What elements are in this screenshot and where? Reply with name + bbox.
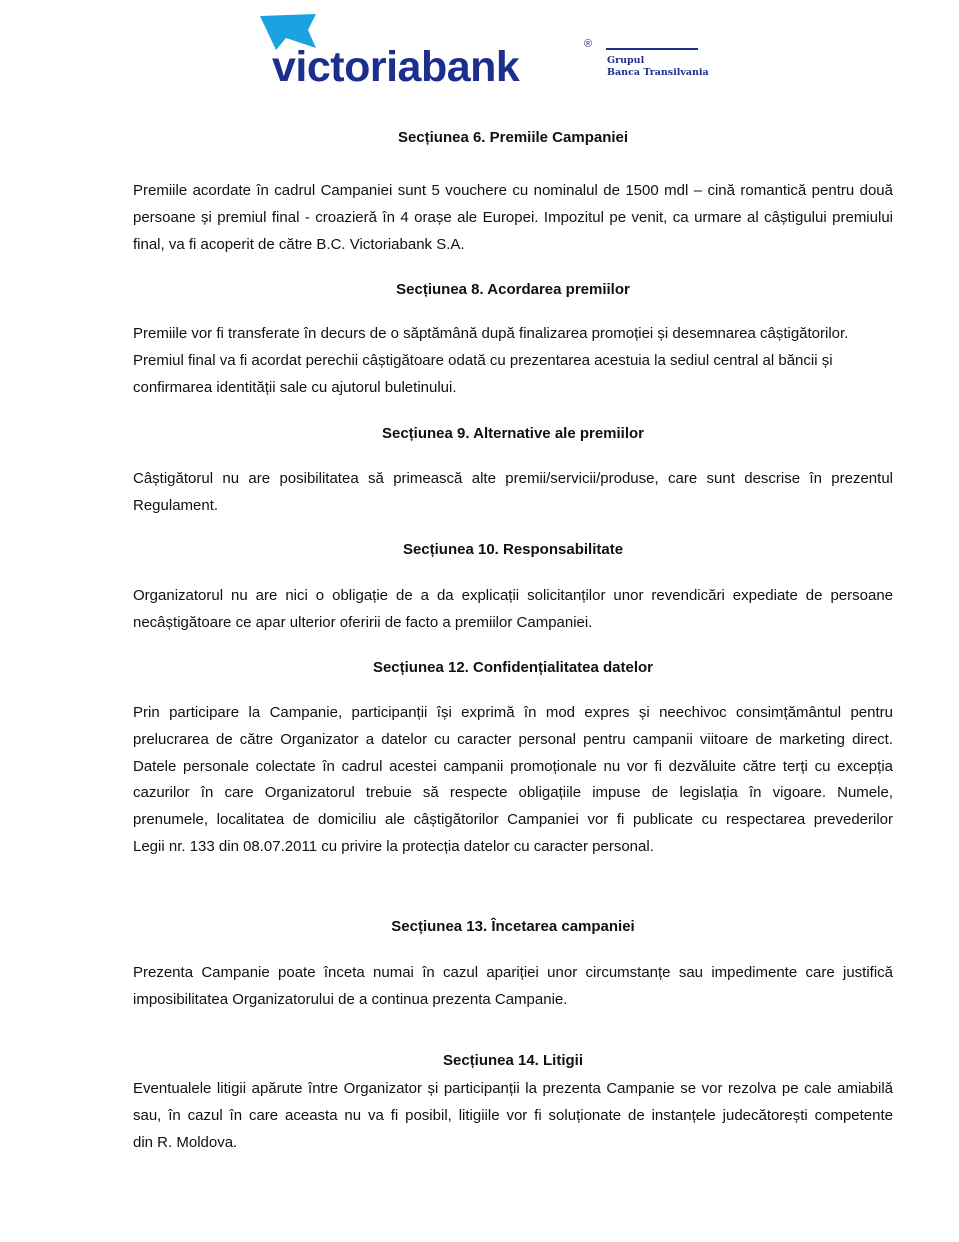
section-10-title: Secțiunea 10. Responsabilitate — [402, 541, 624, 558]
section-13-body — [133, 960, 893, 1014]
section-9-title: Secțiunea 9. Alternative ale premiilor — [381, 425, 645, 442]
section-12-line-6: Legii nr. 133 din 08.07.2011 cu privire la protecția datelor cu caracter personal. — [133, 837, 654, 855]
registered-mark: ® — [584, 38, 593, 50]
logo-wordmark: victoriabank — [272, 43, 520, 91]
section-6-line-3: final, va fi acoperit de către B.C. Victoriabank S.A. — [133, 235, 465, 253]
section-9-line-2: Regulament. — [133, 496, 219, 514]
section-6-line-1: Premiile acordate în cadrul Campaniei sunt 5 vouchere cu nominalul de 1500 mdl – cină romantică pentru două — [133, 182, 893, 199]
section-6-body — [133, 178, 893, 258]
section-8-line-2: Premiul final va fi acordat perechii câștigătoare odată cu prezentarea acestuia la sediul central al băncii și — [133, 351, 833, 369]
section-9-body — [133, 466, 893, 520]
section-12-body — [133, 700, 893, 861]
group-line-1: Grupul — [607, 55, 645, 66]
section-14-line-1: Eventualele litigii apărute între Organizator și participanții la prezenta Campanie se vor rezolva pe cale amiabilă — [133, 1080, 893, 1097]
section-8-title: Secțiunea 8. Acordarea premiilor — [396, 281, 630, 298]
section-10-line-1: Organizatorul nu are nici o obligație de a da explicații solicitanților unor revendicări expediate de persoane — [133, 587, 893, 604]
section-14-body — [133, 1076, 893, 1156]
section-12-line-4: cazurilor în care Organizatorul trebuie să respecte obligațiile impuse de legislația în vigoare. Numele, — [133, 784, 893, 802]
victoriabank-logo — [258, 14, 709, 91]
section-13-title: Secțiunea 13. Încetarea campaniei — [391, 918, 635, 935]
section-8-line-1: Premiile vor fi transferate în decurs de o săptămână după finalizarea promoției și desemnarea câștigătorilor. — [133, 325, 849, 342]
section-6-line-2: persoane și premiul final - croazieră în 4 orașe ale Europei. Impozitul pe venit, ca urmare al câștigului premiului — [133, 208, 893, 226]
section-6-title: Secțiunea 6. Premiile Campaniei — [397, 129, 629, 146]
group-line-2: Banca Transilvania — [607, 67, 709, 78]
section-12-line-3: Datele personale colectate în cadrul acestei campanii promoționale nu vor fi dezvăluite către terți cu excepția — [133, 757, 893, 775]
section-10-body — [133, 583, 893, 637]
section-14-line-3: din R. Moldova. — [133, 1133, 238, 1151]
section-12-line-1: Prin participare la Campanie, participanții își exprimă în mod expres și neechivoc consimțământul pentru — [133, 704, 893, 721]
logo-divider — [606, 48, 698, 50]
group-label — [607, 55, 709, 79]
section-8-line-3: confirmarea identității sale cu ajutorul buletinului. — [133, 378, 457, 396]
section-8-body — [133, 321, 893, 401]
section-12-line-5: prenumele, localitatea de domiciliu ale câștigătorilor Campaniei vor fi publicate cu respectarea prevederilor — [133, 811, 893, 829]
section-13-line-1: Prezenta Campanie poate înceta numai în cazul apariției unor circumstanțe sau impedimente care justifică — [133, 964, 893, 981]
section-12-title: Secțiunea 12. Confidențialitatea datelor — [372, 659, 654, 676]
section-14-title: Secțiunea 14. Litigii — [442, 1052, 584, 1069]
section-10-line-2: necâștigătoare ce apar ulterior oferirii de facto a premiilor Campaniei. — [133, 613, 593, 631]
section-9-line-1: Câștigătorul nu are posibilitatea să primească alte premii/servicii/produse, care sunt descrise în prezentul — [133, 470, 893, 487]
section-12-line-2: prelucrarea de către Organizator a datelor cu caracter personal pentru campanii viitoare de marketing direct. — [133, 730, 893, 748]
section-14-line-2: sau, în cazul în care aceasta nu va fi posibil, litigiile vor fi soluționate de instanțele judecătorești competente — [133, 1106, 893, 1124]
section-13-line-2: imposibilitatea Organizatorului de a continua prezenta Campanie. — [133, 990, 568, 1008]
